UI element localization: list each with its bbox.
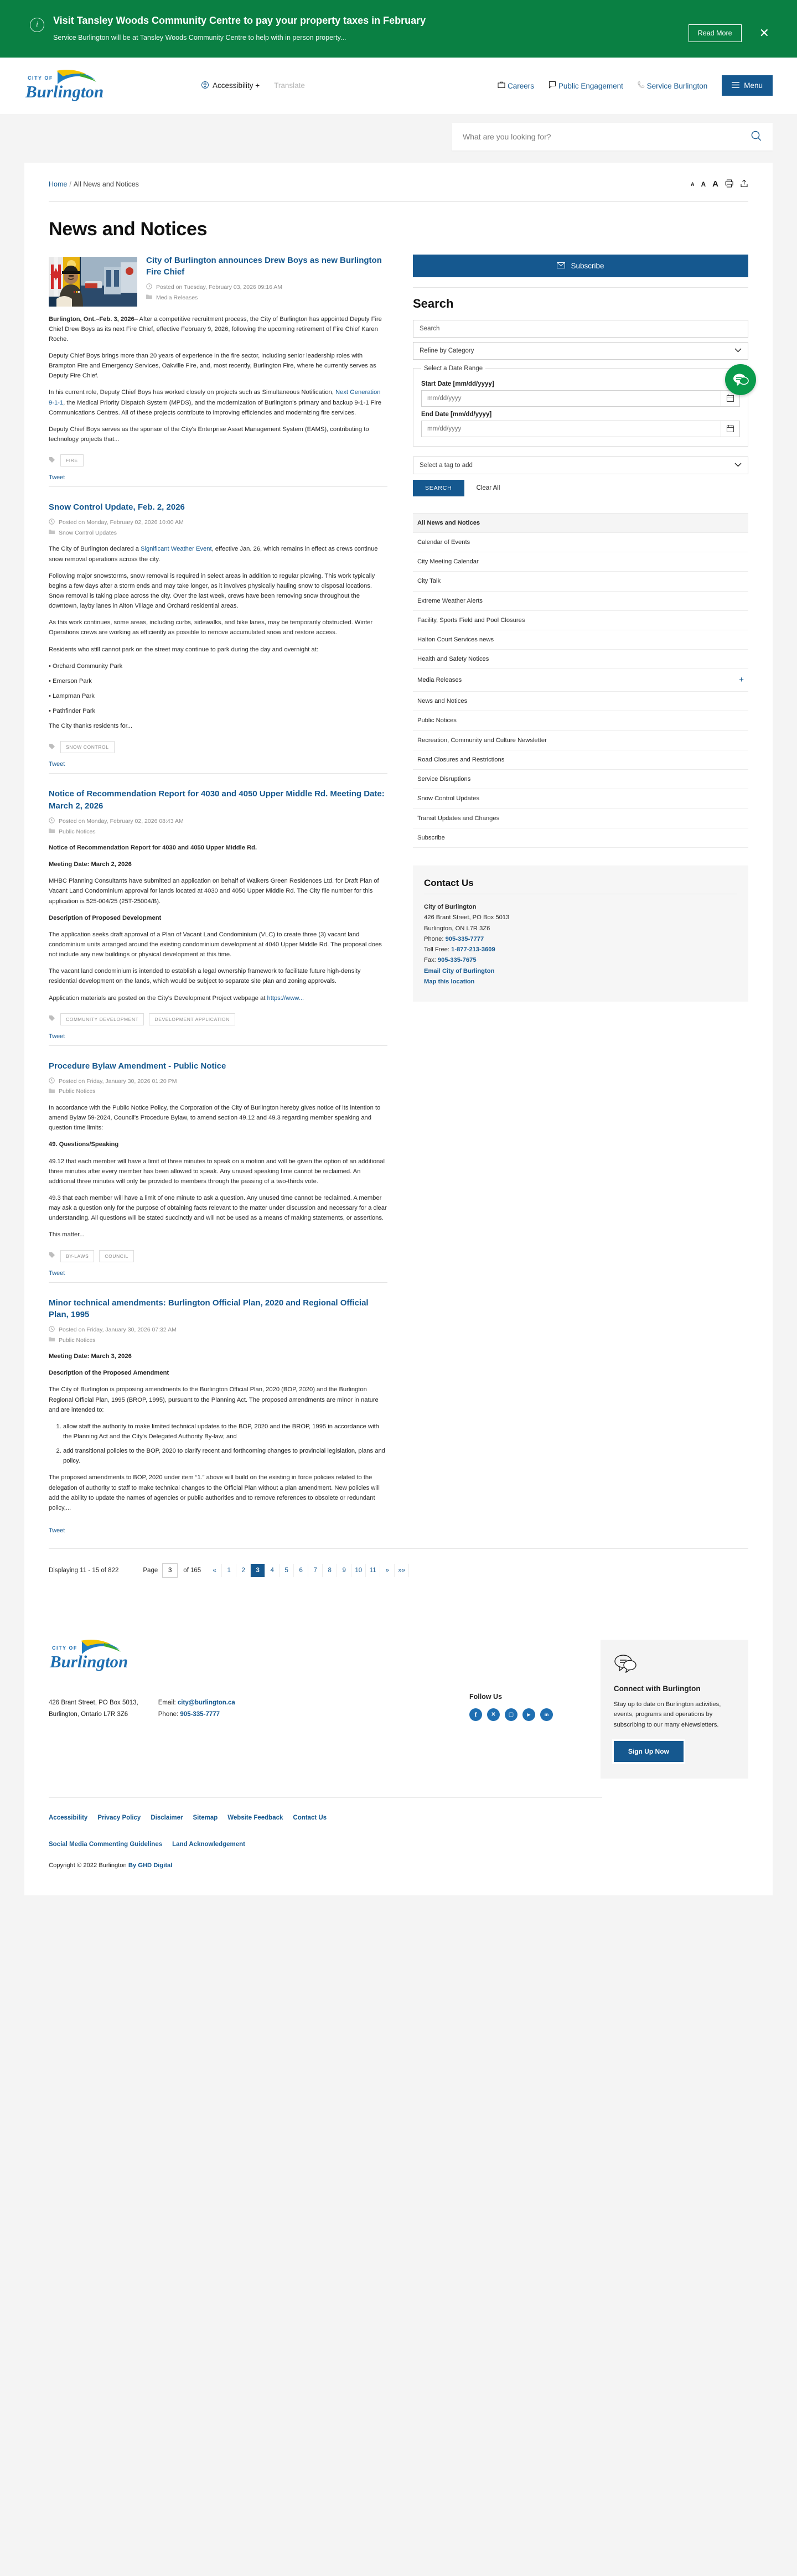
article-tags xyxy=(49,1013,387,1025)
svg-text:Burlington: Burlington xyxy=(50,1651,128,1671)
sidebar-item-label: Public Notices xyxy=(417,717,457,724)
header-right-links xyxy=(498,75,773,96)
article-category-meta xyxy=(49,828,387,835)
footer-link-website-feedback[interactable]: Website Feedback xyxy=(227,1815,283,1822)
article-list-item: • Lampman Park xyxy=(49,692,95,699)
footer-address-line-1: 426 Brant Street, PO Box 5013, xyxy=(49,1699,138,1706)
article-inline-link[interactable]: Next Generation 9-1-1 xyxy=(49,389,381,406)
sidebar-search-button[interactable]: SEARCH xyxy=(413,480,464,496)
article-paragraph: The application seeks draft approval of a Plan of Vacant Land Condominium (VLC) to create three (3) vacant land condominium units arranged around the existing condominium development at 4040 Upper Middle Rd. The proposal does not include any new buildings or physical development at this time. xyxy=(49,931,382,958)
pagination-total: of 165 xyxy=(183,1567,201,1574)
article-category: Public Notices xyxy=(59,1336,96,1344)
alert-subtitle: Service Burlington will be at Tansley Woods Community Centre to help with in person property... xyxy=(53,34,346,42)
sidebar-search-input[interactable] xyxy=(413,320,748,338)
article-inline-link[interactable]: https://www... xyxy=(267,994,304,1002)
header-link-service-burlington[interactable] xyxy=(638,81,707,90)
article-paragraph: MHBC Planning Consultants have submitted an application on behalf of Walkers Green Residences Ltd. for Draft Plan of Vacant Land Condominium approval for lands located at 4030 and 4050 Upper Middle Rd. The City file number for this application is 525-004/25 (25T-25004/B). xyxy=(49,878,379,905)
contact-fax-link[interactable]: 905-335-7675 xyxy=(437,957,477,964)
footer-email-label: Email: xyxy=(158,1699,178,1706)
start-date-label: Start Date [mm/dd/yyyy] xyxy=(421,380,494,387)
svg-text:CITY OF: CITY OF xyxy=(28,75,53,81)
chat-bubble-icon xyxy=(614,1666,637,1675)
date-range-legend: Select a Date Range xyxy=(424,365,483,372)
header-link-accessibility-label: Accessibility + xyxy=(213,81,260,90)
select-tag-dropdown[interactable] xyxy=(413,457,748,474)
sidebar-item-city-meeting-calendar[interactable] xyxy=(413,552,748,572)
sidebar-item-service-disruptions[interactable] xyxy=(413,770,748,789)
connect-with-burlington-card xyxy=(601,1640,748,1779)
contact-org-name: City of Burlington xyxy=(424,904,477,911)
article-list-item: • Orchard Community Park xyxy=(49,662,123,670)
contact-tollfree-link[interactable]: 1-877-213-3609 xyxy=(451,946,495,953)
article-paragraph xyxy=(49,993,387,1003)
sidebar-item-label: Facility, Sports Field and Pool Closures xyxy=(417,616,525,624)
site-alert-banner xyxy=(0,0,797,58)
end-date-field[interactable] xyxy=(421,421,740,437)
article-category: Public Notices xyxy=(59,828,96,835)
article-tags xyxy=(49,454,387,467)
sidebar-item-halton-court-services-news[interactable] xyxy=(413,630,748,650)
folder-icon xyxy=(49,529,55,536)
alert-title: Visit Tansley Woods Community Centre to pay your property taxes in February xyxy=(53,15,426,26)
article-paragraph xyxy=(49,314,387,344)
copyright-text: Copyright © 2022 Burlington xyxy=(49,1862,128,1869)
site-search-box[interactable] xyxy=(452,123,773,151)
clock-icon xyxy=(49,817,55,825)
contact-us-heading: Contact Us xyxy=(424,878,474,889)
clock-icon xyxy=(49,519,55,526)
article-tags xyxy=(49,1250,387,1262)
site-search-strip xyxy=(0,114,797,163)
sidebar-item-snow-control-updates[interactable] xyxy=(413,789,748,808)
pagination-page-11[interactable]: 11 xyxy=(366,1564,380,1577)
article-tag[interactable]: COMMUNITY DEVELOPMENT xyxy=(60,1013,144,1025)
main-menu-button[interactable] xyxy=(722,75,773,96)
sidebar-item-label: Service Disruptions xyxy=(417,776,471,783)
instagram-icon[interactable] xyxy=(505,1708,517,1721)
folder-icon xyxy=(49,1088,55,1095)
article-paragraph: The vacant land condominium is intended to establish a legal ownership framework to facilitate future high-density residential development on the lands, which would be subject to separate site plan and zoning approvals. xyxy=(49,968,361,985)
decrease-font-button[interactable]: A xyxy=(690,181,695,187)
header-link-careers-label: Careers xyxy=(508,82,535,91)
facebook-glyph: f xyxy=(474,1710,477,1718)
article-subheading-text: Meeting Date: March 3, 2026 xyxy=(49,1353,132,1360)
sidebar-item-city-talk[interactable] xyxy=(413,572,748,591)
footer-copyright xyxy=(49,1862,748,1869)
x-twitter-icon[interactable] xyxy=(487,1708,500,1721)
increase-font-button[interactable]: A xyxy=(712,179,718,189)
article-category: Media Releases xyxy=(156,294,198,301)
article-paragraph: The City of Burlington is proposing amendments to the Burlington Official Plan, 2020 (BOP, 2020) and the Burlington Regional Official Plan, 1995 (BROP, 1995), pursuant to the Planning Act. The proposed amendments are minor in nature and are intended to: xyxy=(49,1386,379,1413)
news-article xyxy=(49,1045,387,1280)
article-subheading-text: Notice of Recommendation Report for 4030 and 4050 Upper Middle Rd. xyxy=(49,844,257,851)
pagination-links xyxy=(208,1564,409,1577)
site-search-input[interactable] xyxy=(463,132,751,141)
sidebar-item-label: Road Closures and Restrictions xyxy=(417,756,505,763)
footer-link-disclaimer[interactable]: Disclaimer xyxy=(151,1815,183,1822)
news-list xyxy=(49,255,387,1537)
footer-link-accessibility[interactable]: Accessibility xyxy=(49,1815,88,1822)
pagination-page-2[interactable]: 2 xyxy=(236,1564,251,1577)
article-posted-date: Posted on Friday, January 30, 2026 01:20 PM xyxy=(59,1077,177,1085)
article-subheading xyxy=(49,913,387,923)
sidebar-item-label: Recreation, Community and Culture Newsletter xyxy=(417,737,547,744)
footer-link-sitemap[interactable]: Sitemap xyxy=(193,1815,218,1822)
sidebar-item-health-and-safety-notices[interactable] xyxy=(413,650,748,669)
x-glyph: ✕ xyxy=(491,1711,496,1718)
footer-phone-link[interactable]: 905-335-7777 xyxy=(180,1711,220,1718)
article-paragraph: Following major snowstorms, snow removal is required in select areas in addition to regular plowing. This work typically begins a few days after a storm ends and may take longer, as it involves physically hauling snow to disposal locations. Snow removal is taking place across the city. Over the last week, crews have been removing snow throughout the downtown, layby lanes in Alton Village and Orchard residential areas. xyxy=(49,572,375,610)
article-paragraph: The proposed amendments to BOP, 2020 under item “1.” above will build on the existing in force policies related to the delegation of authority to staff to make technical changes to the Official Plan without a plan amendment. New policies will add the ability to update the names of agencies or public authorities and to remove references to obsolete or redundant policy,... xyxy=(49,1474,380,1511)
footer-link-privacy-policy[interactable]: Privacy Policy xyxy=(97,1815,141,1822)
breadcrumb-current: All News and Notices xyxy=(73,180,139,188)
breadcrumb-home[interactable]: Home xyxy=(49,180,68,188)
refine-by-category-label: Refine by Category xyxy=(420,347,474,354)
youtube-glyph: ▶ xyxy=(527,1712,531,1717)
calendar-icon[interactable] xyxy=(721,421,739,437)
sign-up-now-button[interactable]: Sign Up Now xyxy=(614,1741,684,1762)
start-date-field[interactable] xyxy=(421,390,740,407)
article-posted-date: Posted on Monday, February 02, 2026 08:43 AM xyxy=(59,818,184,825)
article-subheading-text: 49. Questions/Speaking xyxy=(49,1141,119,1148)
footer-link-social-media-commenting-guidelines[interactable]: Social Media Commenting Guidelines xyxy=(49,1841,163,1848)
folder-icon xyxy=(49,828,55,835)
article-subheading-text: Description of Proposed Development xyxy=(49,914,162,921)
article-paragraph: This matter... xyxy=(49,1231,85,1238)
main-menu-label: Menu xyxy=(744,81,763,90)
article-paragraph-text: – After a competitive recruitment process, the City of Burlington has appointed Deputy Fire Chief Drew Boys as its next Fire Chief, effective February 9, 2026, following the upcoming retirement of Fire Chief Karen Roche. xyxy=(49,315,382,343)
article-title[interactable]: Notice of Recommendation Report for 4030 and 4050 Upper Middle Rd. Meeting Date: March 2, 2026 xyxy=(49,789,385,811)
header-link-translate[interactable] xyxy=(274,81,305,90)
sidebar-item-all-news-and-notices[interactable] xyxy=(413,514,748,533)
page-content xyxy=(24,163,773,1611)
normal-font-button[interactable]: A xyxy=(701,180,706,188)
share-icon[interactable] xyxy=(740,179,748,189)
print-icon[interactable] xyxy=(725,179,733,189)
footer-divider xyxy=(49,1797,602,1798)
phone-icon xyxy=(638,82,647,90)
sidebar-item-media-releases[interactable] xyxy=(413,669,748,692)
footer-email-link[interactable]: city@burlington.ca xyxy=(177,1699,235,1706)
connect-text: Stay up to date on Burlington activities, events, programs and operations by subscribing to our many eNewsletters. xyxy=(613,1701,721,1728)
tweet-link[interactable]: Tweet xyxy=(49,1033,65,1040)
header-link-public-engagement[interactable] xyxy=(548,81,623,90)
footer-logo[interactable] xyxy=(49,1640,159,1672)
sidebar-search-heading: Search xyxy=(413,296,454,310)
news-article xyxy=(49,773,387,1043)
pagination-page-7[interactable]: 7 xyxy=(308,1564,323,1577)
contact-address-line-1: 426 Brant Street, PO Box 5013 xyxy=(424,914,510,921)
pagination-first[interactable]: « xyxy=(208,1564,222,1577)
alert-read-more-button[interactable]: Read More xyxy=(689,24,742,42)
article-tag[interactable]: COUNCIL xyxy=(99,1250,133,1262)
article-paragraph: Deputy Chief Boys serves as the sponsor of the City's Enterprise Asset Management System (EAMS), contributing to technology projects that... xyxy=(49,426,369,443)
article-paragraph xyxy=(49,387,387,417)
subscribe-button[interactable] xyxy=(413,255,748,277)
linkedin-icon[interactable] xyxy=(540,1708,553,1721)
sidebar xyxy=(413,255,748,1537)
svg-text:Burlington: Burlington xyxy=(25,81,104,101)
site-footer xyxy=(24,1611,773,1895)
alert-close-button[interactable]: ✕ xyxy=(756,27,773,39)
sidebar-item-label: Health and Safety Notices xyxy=(417,656,489,663)
sidebar-item-label: Snow Control Updates xyxy=(417,795,479,802)
sidebar-item-label: Extreme Weather Alerts xyxy=(417,597,483,604)
footer-phone-label: Phone: xyxy=(158,1711,180,1718)
article-title[interactable]: City of Burlington announces Drew Boys as new Burlington Fire Chief xyxy=(146,255,382,277)
pagination-page-1[interactable]: 1 xyxy=(222,1564,236,1577)
article-title[interactable]: Minor technical amendments: Burlington Official Plan, 2020 and Regional Official Plan, 1995 xyxy=(49,1298,369,1319)
article-paragraph: 49.12 that each member will have a limit of three minutes to speak on a motion and will be given the option of an additional three minutes after every member has been allowed to speak. Any unused speaking time cannot be reclaimed. An additional three minutes will only be provided to members through the passing of a two-thirds vote. xyxy=(49,1158,385,1185)
svg-text:CITY OF: CITY OF xyxy=(52,1645,77,1651)
footer-address-line-2: Burlington, Ontario L7R 3Z6 xyxy=(49,1711,128,1718)
pagination-next[interactable]: » xyxy=(380,1564,395,1577)
footer-follow-us xyxy=(469,1640,601,1779)
tag-icon xyxy=(49,1015,55,1023)
article-subheading xyxy=(49,1351,387,1361)
article-ordered-item: 2. add transitional policies to the BOP, 2020 to clarify recent and forthcoming changes to provincial legislation, plans and policy. xyxy=(63,1446,387,1466)
page-title: News and Notices xyxy=(49,218,208,240)
header-link-careers[interactable] xyxy=(498,81,534,90)
pagination-page-5[interactable]: 5 xyxy=(280,1564,294,1577)
article-subheading xyxy=(49,843,387,853)
article-posted-meta xyxy=(49,1077,387,1085)
footer-phone-row xyxy=(158,1709,235,1720)
article-posted-meta xyxy=(49,519,387,526)
site-logo[interactable] xyxy=(24,70,135,102)
speech-bubble-icon xyxy=(548,82,558,90)
article-category-meta xyxy=(146,294,387,301)
sidebar-item-calendar-of-events[interactable] xyxy=(413,533,748,552)
article-paragraph-text: , effective Jan. 26, which remains in effect as crews continue snow removal operations across the city. xyxy=(49,546,378,563)
sidebar-item-facility-sports-field-and-pool-closures[interactable] xyxy=(413,611,748,630)
breadcrumb-separator: / xyxy=(69,180,71,188)
pagination xyxy=(49,1548,748,1578)
article-paragraph xyxy=(49,544,387,564)
sidebar-nav xyxy=(413,513,748,848)
article-paragraph: 49.3 that each member will have a limit of one minute to ask a question. Any unused time cannot be reclaimed. A member may ask a question only for the purpose of obtaining facts relevant to the matter under discussion and necessary for a clear understanding. All questions will be stated succinctly and will not be used as a means of making statements, or assertions. xyxy=(49,1194,387,1222)
article-subheading xyxy=(49,1368,387,1378)
linkedin-glyph: in xyxy=(544,1712,549,1718)
pagination-page-8[interactable]: 8 xyxy=(323,1564,337,1577)
tweet-link[interactable]: Tweet xyxy=(49,761,65,768)
accessibility-icon xyxy=(201,81,209,91)
contact-tollfree-row xyxy=(424,945,737,955)
article-title[interactable]: Snow Control Update, Feb. 2, 2026 xyxy=(49,502,185,512)
contact-email-row xyxy=(424,966,737,977)
footer-link-land-acknowledgement[interactable]: Land Acknowledgement xyxy=(172,1841,245,1848)
end-date-input[interactable] xyxy=(422,421,721,437)
sidebar-item-label: Transit Updates and Changes xyxy=(417,815,500,822)
sidebar-item-label: City Meeting Calendar xyxy=(417,558,479,566)
pagination-page-6[interactable]: 6 xyxy=(294,1564,308,1577)
sidebar-item-news-and-notices[interactable] xyxy=(413,692,748,711)
article-posted-date: Posted on Friday, January 30, 2026 07:32 AM xyxy=(59,1326,177,1334)
tag-icon xyxy=(49,743,55,751)
chevron-down-icon xyxy=(734,462,742,469)
contact-phone-label: Phone: xyxy=(424,935,446,942)
article-thumbnail[interactable] xyxy=(49,257,137,307)
tag-icon xyxy=(49,457,55,465)
hamburger-icon xyxy=(732,81,739,90)
article-category: Public Notices xyxy=(59,1088,96,1095)
article-inline-link[interactable]: Significant Weather Event xyxy=(141,546,212,553)
tag-icon xyxy=(49,1252,55,1260)
sidebar-item-label: News and Notices xyxy=(417,698,468,705)
article-category-meta xyxy=(49,529,387,536)
sidebar-item-recreation-community-and-culture-newsletter[interactable] xyxy=(413,731,748,750)
article-paragraph: Deputy Chief Boys brings more than 20 years of experience in the fire sector, including senior leadership roles with Brampton Fire and Emergency Services, Oakville Fire, and, most recently, Burlington Fire, where he currently serves as Deputy Fire Chief. xyxy=(49,353,376,380)
article-paragraph-text: Application materials are posted on the City's Development Project webpage at xyxy=(49,994,267,1002)
pagination-count: Displaying 11 - 15 of 822 xyxy=(49,1567,119,1574)
youtube-icon[interactable] xyxy=(522,1708,535,1721)
article-title[interactable]: Procedure Bylaw Amendment - Public Notice xyxy=(49,1061,226,1071)
article-subheading xyxy=(49,859,387,869)
copyright-link-ghd-digital[interactable]: By GHD Digital xyxy=(128,1862,173,1869)
article-category-meta xyxy=(49,1336,387,1344)
sidebar-item-road-closures-and-restrictions[interactable] xyxy=(413,750,748,770)
article-paragraph-text: , the Medical Priority Dispatch System (MPDS), and the modernization of Burlington's primary and backup 9-1-1 Fire Communications Centres. All of these projects contribute to improving efficiencies and modernizing fire services. xyxy=(49,399,381,416)
article-dateline: Burlington, Ont.–Feb. 3, 2026 xyxy=(49,315,134,323)
page-tools xyxy=(691,179,748,189)
article-posted-meta xyxy=(146,283,387,291)
sidebar-item-label: Subscribe xyxy=(417,834,445,841)
header-link-service-burlington-label: Service Burlington xyxy=(646,82,708,91)
refine-by-category-select[interactable] xyxy=(413,342,748,360)
sidebar-item-label: Media Releases xyxy=(417,677,462,684)
contact-org xyxy=(424,902,737,913)
pagination-page-4[interactable]: 4 xyxy=(265,1564,280,1577)
contact-us-card xyxy=(413,865,748,1002)
article-tag[interactable]: BY-LAWS xyxy=(60,1250,94,1262)
chevron-down-icon xyxy=(734,348,742,354)
pagination-page-9[interactable]: 9 xyxy=(337,1564,351,1577)
pagination-page-label: Page xyxy=(143,1567,158,1574)
news-article xyxy=(49,486,387,771)
connect-heading: Connect with Burlington xyxy=(613,1684,701,1693)
breadcrumb xyxy=(49,180,139,188)
contact-map-link[interactable]: Map this location xyxy=(424,978,475,985)
instagram-glyph: ▢ xyxy=(508,1711,514,1718)
article-paragraph: As this work continues, some areas, including curbs, sidewalks, and bike lanes, may be temporarily obstructed. Winter Operations crews are working as efficiently as possible to remove accumulated snow and restore access. xyxy=(49,619,373,636)
article-posted-date: Posted on Monday, February 02, 2026 10:00 AM xyxy=(59,519,184,526)
sidebar-item-label: City Talk xyxy=(417,578,441,585)
header-link-accessibility[interactable] xyxy=(201,81,260,91)
contact-email-link[interactable]: Email City of Burlington xyxy=(424,967,495,975)
clock-icon xyxy=(49,1326,55,1334)
search-icon[interactable] xyxy=(751,131,762,143)
follow-us-heading: Follow Us xyxy=(469,1692,503,1701)
pagination-page-10[interactable]: 10 xyxy=(351,1564,366,1577)
clock-icon xyxy=(146,283,152,291)
header-link-translate-label: Translate xyxy=(274,81,305,90)
start-date-input[interactable] xyxy=(422,391,721,406)
date-range-fieldset xyxy=(413,365,748,447)
contact-phone-row xyxy=(424,934,737,945)
contact-address-line-2: Burlington, ON L7R 3Z6 xyxy=(424,925,490,932)
clock-icon xyxy=(49,1077,55,1085)
sidebar-item-label: All News and Notices xyxy=(417,519,480,526)
tweet-link[interactable]: Tweet xyxy=(49,474,65,481)
end-date-label: End Date [mm/dd/yyyy] xyxy=(421,411,492,418)
article-paragraph: The City thanks residents for... xyxy=(49,723,133,730)
chat-widget-button[interactable] xyxy=(725,364,756,395)
sidebar-item-label: Halton Court Services news xyxy=(417,636,494,643)
article-list-item: • Emerson Park xyxy=(49,677,92,685)
info-circle-icon: i xyxy=(30,18,44,32)
article-category-meta xyxy=(49,1088,387,1095)
pagination-page-field[interactable] xyxy=(143,1563,178,1578)
contact-fax-label: Fax: xyxy=(424,957,438,964)
article-paragraph-text: The City of Burlington declared a xyxy=(49,546,141,553)
article-ordered-list xyxy=(63,1422,387,1466)
article-paragraph: Residents who still cannot park on the street may continue to park during the day and overnight at: xyxy=(49,646,318,653)
site-header xyxy=(0,58,797,114)
article-tag[interactable]: DEVELOPMENT APPLICATION xyxy=(149,1013,235,1025)
header-utility-links xyxy=(201,81,305,91)
sidebar-item-subscribe[interactable] xyxy=(413,828,748,848)
tweet-link[interactable]: Tweet xyxy=(49,1269,65,1277)
sidebar-item-extreme-weather-alerts[interactable] xyxy=(413,592,748,611)
briefcase-icon xyxy=(498,82,508,90)
article-list-item: • Pathfinder Park xyxy=(49,708,96,715)
footer-link-contact-us[interactable]: Contact Us xyxy=(293,1815,327,1822)
select-tag-label: Select a tag to add xyxy=(420,462,473,469)
header-link-public-engagement-label: Public Engagement xyxy=(558,82,623,91)
tweet-link[interactable]: Tweet xyxy=(49,1527,65,1534)
subscribe-label: Subscribe xyxy=(571,261,604,270)
sidebar-item-transit-updates-and-changes[interactable] xyxy=(413,809,748,828)
folder-icon xyxy=(146,294,152,301)
news-article xyxy=(49,255,387,485)
facebook-icon[interactable] xyxy=(469,1708,482,1721)
contact-map-row xyxy=(424,977,737,987)
sidebar-divider xyxy=(413,287,748,288)
footer-links xyxy=(49,1815,436,1848)
envelope-icon xyxy=(557,262,565,270)
contact-tollfree-label: Toll Free: xyxy=(424,946,452,953)
article-tag[interactable]: SNOW CONTROL xyxy=(60,741,115,753)
article-paragraph-text: In his current role, Deputy Chief Boys has worked closely on projects such as Simultaneous Notification, xyxy=(49,389,335,396)
pagination-page-input[interactable] xyxy=(162,1563,178,1578)
article-subheading xyxy=(49,1139,387,1149)
article-posted-date: Posted on Tuesday, February 03, 2026 09:16 AM xyxy=(156,284,283,291)
article-ordered-item: 1. allow staff the authority to make limited technical updates to the BOP, 2020 and the BROP, 1995 in accordance with the Planning Act and the City's Delegated Authority By-law; and xyxy=(63,1422,387,1442)
article-tag[interactable]: FIRE xyxy=(60,454,84,467)
contact-fax-row xyxy=(424,955,737,966)
article-paragraph: In accordance with the Public Notice Policy, the Corporation of the City of Burlington hereby gives notice of its intention to amend Bylaw 59-2024, Council's Procedure Bylaw, to amend section 49.12 and 49.3 regarding member speaking and question time limits: xyxy=(49,1104,381,1132)
news-article xyxy=(49,1282,387,1537)
clear-all-button[interactable]: Clear All xyxy=(476,484,500,491)
article-subheading-text: Meeting Date: March 2, 2026 xyxy=(49,861,132,868)
folder-icon xyxy=(49,1336,55,1344)
article-category: Snow Control Updates xyxy=(59,529,117,536)
sidebar-item-label: Calendar of Events xyxy=(417,538,470,546)
article-posted-meta xyxy=(49,1326,387,1334)
pagination-last[interactable]: »» xyxy=(395,1564,409,1577)
sidebar-item-public-notices[interactable] xyxy=(413,711,748,730)
pagination-page-3-current[interactable]: 3 xyxy=(251,1564,265,1577)
contact-phone-link[interactable]: 905-335-7777 xyxy=(445,935,484,942)
article-tags xyxy=(49,741,387,753)
article-posted-meta xyxy=(49,817,387,825)
article-subheading-text: Description of the Proposed Amendment xyxy=(49,1370,169,1377)
plus-icon[interactable]: + xyxy=(739,675,744,685)
footer-email-row xyxy=(158,1697,235,1709)
